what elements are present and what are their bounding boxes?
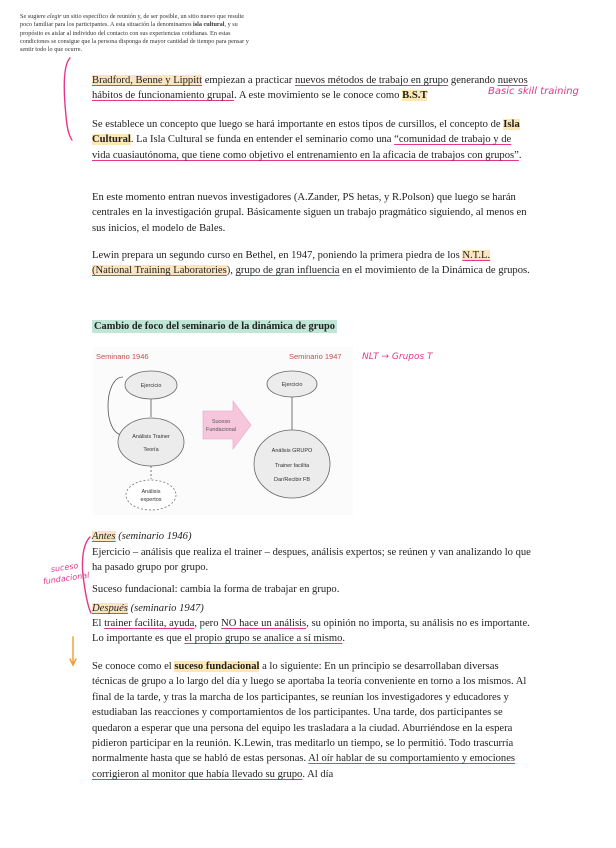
paragraph-investigadores: En este momento entran nuevos investigadores (A.Zander, PS hetas, y R.Polson) que luego se harán centrales en la investigación grupal. Básicamente siguen un trabajo pragmático siguiendo, al menos en sus inicios, el modelo de Bales. [92,192,527,234]
despues-label: Después [92,603,128,614]
section-title: Cambio de foco del seminario de la dinámica de grupo [94,321,336,332]
arrow-label: Fundacional [206,427,236,433]
text: Lewin prepara un segundo curso en Bethel, en 1947, poniendo la primera piedra de los [92,250,463,261]
diagram-left-title: Seminario 1946 [96,352,149,361]
node-label: Análisis GRUPO [271,448,313,454]
underline-text: nuevos hábitos de funcionamiento grupal [92,75,528,102]
antes-label: Antes [92,531,116,542]
note-text: , y su propósito es aislar al individuo del contacto con sus experiencias cotidianas. En estas condiciones se consigue que la persona disponga de mayor cantidad de tiempo para pensar y sentir todo lo que ocurre. [20,21,249,54]
text: . Al día [302,768,334,780]
node-label: Ejercicio [281,382,303,388]
despues-paren: (seminario 1947) [130,603,204,614]
node-label: Trainer facilita [274,463,310,469]
annotation-bst: Basic skill training [488,86,579,97]
underline-text: nuevos métodos de trabajo en grupo [294,75,449,86]
text: ), [226,265,236,277]
highlight-isla-cultural: Isla Cultural [92,119,520,146]
text: generando [448,75,498,86]
text: . [342,633,346,645]
paragraph-suceso-fundacional [92,659,532,782]
seminar-diagram [93,347,353,515]
node-label: Dar/Recibir FB [273,477,311,483]
highlight-bst: B.S.T [402,90,428,102]
text: . A este movimiento se le conoce como [234,90,403,102]
text: en el movimiento de la Dinámica de grupos. [339,265,530,277]
text: , su opinión no importa, su análisis no es importante. Lo importante es que [92,618,530,645]
despues-heading [92,601,532,616]
underline-text: trainer facilita, ayuda [104,618,195,629]
text: . La Isla Cultural se funda en entender el seminario como una [130,134,395,146]
highlight-authors: Bradford, Benne y Lippitt [92,75,203,86]
margin-note-line: suceso [50,561,79,574]
paragraph-isla-cultural [92,117,532,163]
underline-text: Al oír hablar de su comportamiento y emociones corrigieron al monitor que había llevado su grupo [92,753,516,780]
text: , pero [194,618,222,629]
node-label: Análisis [141,489,161,495]
node-label: Teoría [143,447,159,453]
paragraph-ntl [92,248,532,279]
paragraph-bst [92,73,532,104]
despues-text [92,616,532,647]
note-emphasis: elegir [47,13,62,20]
note-text: Se sugiere [20,13,48,20]
antes-heading [92,529,532,544]
node-analisis-trainer [118,418,184,466]
node-label: Análisis Trainer [132,434,170,440]
top-note [20,13,250,54]
margin-marker-orange [68,635,80,669]
text: empiezan a practicar [202,75,295,86]
text: . [518,149,522,161]
underline-text: el propio grupo se analice a sí mismo [184,633,343,645]
antes-paren: (seminario 1946) [118,531,192,542]
antes-text-1: Ejercicio – análisis que realiza el trainer – despues, análisis expertos; se reúnen y van analizando lo que ha pasado grupo por grupo. [92,547,531,574]
text: Se establece un concepto que luego se hará importante en estos tipos de cursillos, el concepto de [92,119,504,130]
note-text: un sitio específico de reunión y, de ser posible, un sitio nuevo que resulte poco familiar para los participantes. A esta situación la denominamos [20,13,245,29]
node-label: Ejercicio [140,383,162,389]
antes-text-2: Suceso fundacional: cambia la forma de trabajar en grupo. [92,584,340,595]
text: El [92,618,105,629]
highlight-suceso: suceso fundacional [174,661,260,672]
node-analisis-expertos [126,480,176,510]
annotation-grupos-t: NLT → Grupos T [362,352,433,362]
margin-note-line: fundacional [42,570,90,587]
text: a lo siguiente: En un principio se desarrollaban diversas técnicas de grupo a lo largo del día y luego se aportaba la teoría conveniente en torno a los mismos. Al final de la tarde, y tras la marcha de los participantes, se reunían los investigadores y educadores y estudiaban las reacciones y comportamientos de los participantes. Una tarde, dos participantes se quedaron a esperar que una persona del equipo les trasladara a la ciudad. Aburriéndose en la espera pidieron participar en la reunión. K.Lewin, tras meditarlo un tiempo, se lo permitió. Todo trascurría normalmente hasta que se habló de estas personas. [92,661,527,765]
underline-quote: “comunidad de trabajo y de vida cuasiautónoma, que tiene como objetivo el entrenamiento en la aficacia de trabajos con grupos” [92,134,519,161]
margin-bracket-pink [60,56,74,142]
underline-text: NO hace un análisis [221,618,307,629]
diagram-right-title: Seminario 1947 [289,352,342,361]
arrow-label: Suceso [211,419,231,425]
highlight-ntl: N.T.L. (National Training Laboratories [92,250,491,277]
note-bold: isla cultural [193,21,225,29]
underline-text: grupo de gran influencia [235,265,340,277]
node-label: expertos [140,497,162,503]
text: Se conoce como el [92,661,175,672]
